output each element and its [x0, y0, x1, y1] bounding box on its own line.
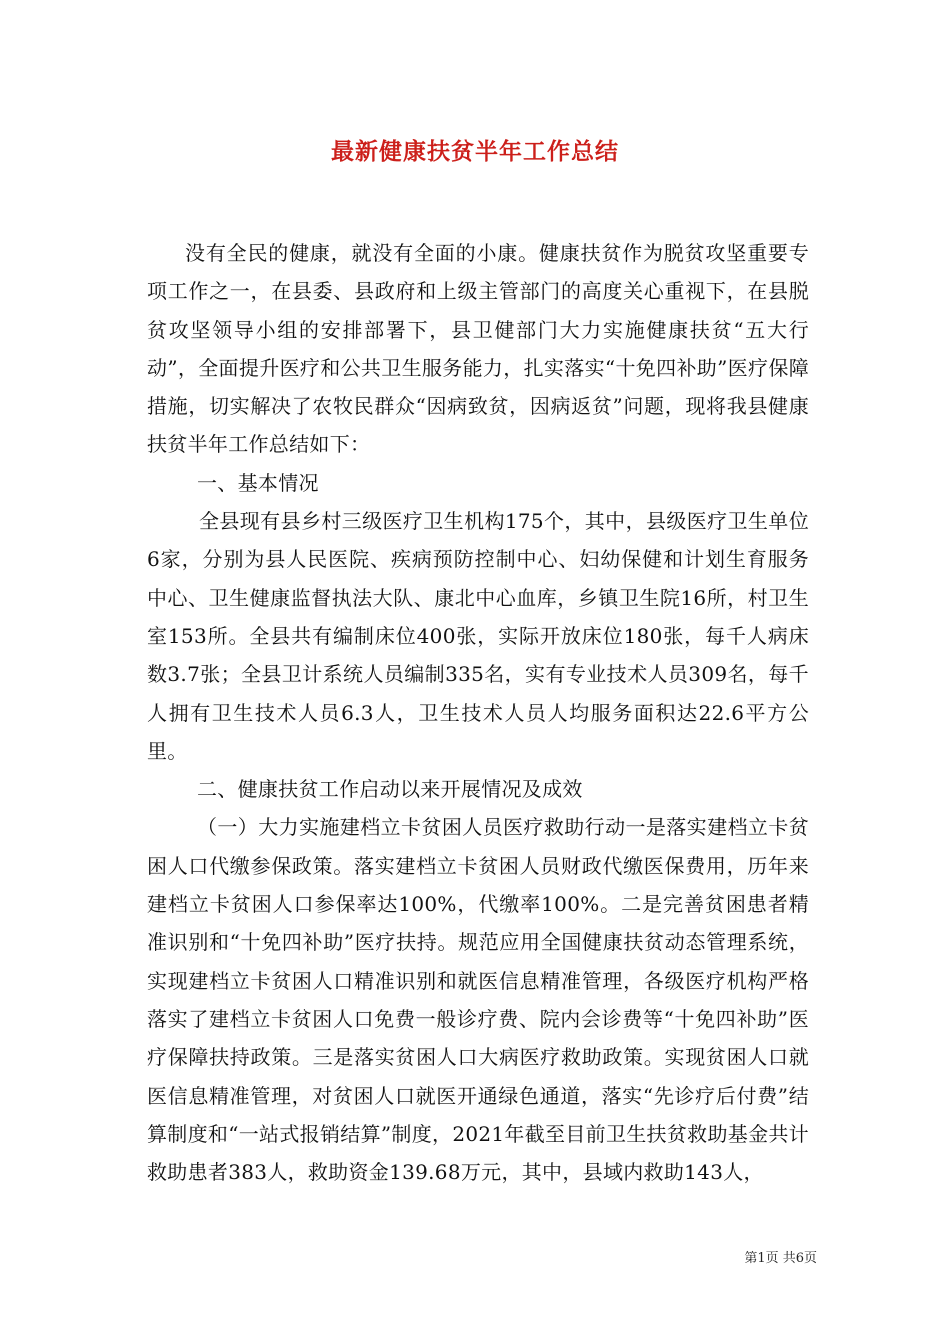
section-heading-progress: 二、健康扶贫工作启动以来开展情况及成效	[197, 777, 583, 802]
section-heading-basic-situation: 一、基本情况	[197, 470, 319, 495]
intro-paragraph: 没有全民的健康，就没有全面的小康。健康扶贫作为脱贫攻坚重要专项工作之一，在县委、县政府和上级主管部门的高度关心重视下，在县脱贫攻坚领导小组的安排部署下，县卫健部门大力实施健康扶贫“五大行动”，全面提升医疗和公共卫生服务能力，扎实落实“十免四补助”医疗保障措施，切实解决了农牧民群众“因病致贫，因病返贫”问题，现将我县健康扶贫半年工作总结如下：	[147, 241, 809, 457]
document-title: 最新健康扶贫半年工作总结	[331, 139, 619, 165]
page-number-footer: 第1页 共6页	[744, 1251, 817, 1266]
basic-situation-paragraph: 全县现有县乡村三级医疗卫生机构175个，其中，县级医疗卫生单位6家，分别为县人民医院、疾病预防控制中心、妇幼保健和计划生育服务中心、卫生健康监督执法大队、康北中心血库，乡镇卫生院16所，村卫生室153所。全县共有编制床位400张，实际开放床位180张，每千人病床数3.7张；全县卫计系统人员编制335名，实有专业技术人员309名，每千人拥有卫生技术人员6.3人，卫生技术人员人均服务面积达22.6平方公里。	[147, 509, 809, 763]
medical-aid-paragraph: （一）大力实施建档立卡贫困人员医疗救助行动一是落实建档立卡贫困人口代缴参保政策。落实建档立卡贫困人员财政代缴医保费用，历年来建档立卡贫困人口参保率达100%，代缴率100%。二是完善贫困患者精准识别和“十免四补助”医疗扶持。规范应用全国健康扶贫动态管理系统，实现建档立卡贫困人口精准识别和就医信息精准管理，各级医疗机构严格落实了建档立卡贫困人口免费一般诊疗费、院内会诊费等“十免四补助”医疗保障扶持政策。三是落实贫困人口大病医疗救助政策。实现贫困人口就医信息精准管理，对贫困人口就医开通绿色通道，落实“先诊疗后付费”结算制度和“一站式报销结算”制度，2021年截至目前卫生扶贫救助基金共计救助患者383人，救助资金139.68万元，其中，县域内救助143人，	[147, 815, 809, 1185]
document-body	[147, 234, 809, 1191]
